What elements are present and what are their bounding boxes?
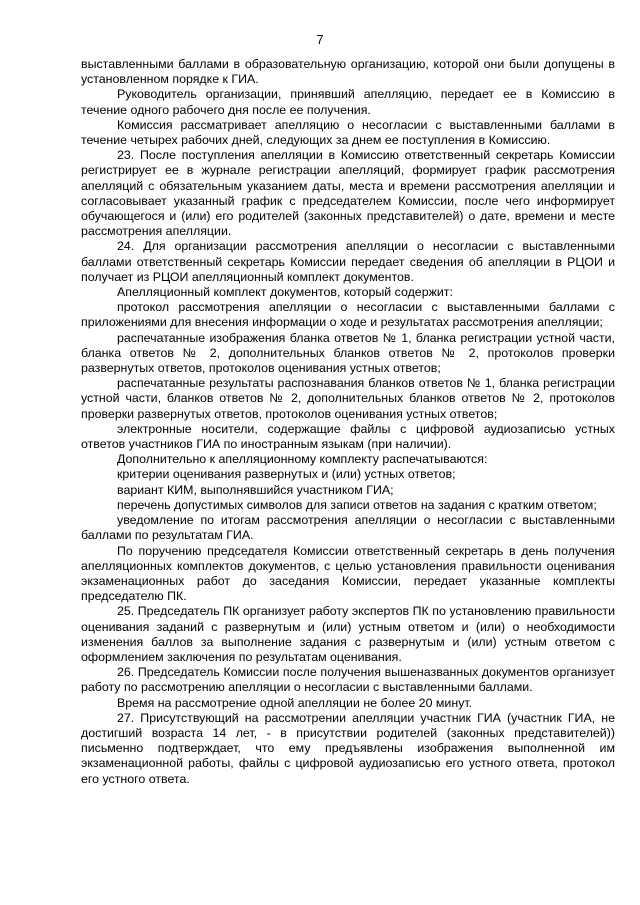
paragraph-item-26: 26. Председатель Комиссии после получения вышеназванных документов организует работу по рассмотрению апелляции о несогласии с выставленными баллами. <box>81 665 615 695</box>
paragraph-item-24: 24. Для организации рассмотрения апелляции о несогласии с выставленными баллами ответственный секретарь Комиссии передает сведения об апелляции в РЦОИ и получает из РЦОИ апелляционный комплект документов. <box>81 239 615 284</box>
list-item-protocol: протокол рассмотрения апелляции о несогласии с выставленными баллами с приложениями для внесения информации о ходе и результатах рассмотрения апелляции; <box>81 300 615 330</box>
paragraph-additional-printouts: Дополнительно к апелляционному комплекту распечатываются: <box>117 452 488 467</box>
paragraph-review-time: Время на рассмотрение одной апелляции не более 20 минут. <box>117 695 473 710</box>
list-item-notification: уведомление по итогам рассмотрения апелляции о несогласии с выставленными баллами по результатам ГИА. <box>81 513 615 543</box>
page-number: 7 <box>316 32 324 47</box>
list-item-printed-images: распечатанные изображения бланка ответов № 1, бланка регистрации устной части, бланка ответов № 2, дополнительных бланков ответов № 2, протоколов проверки развернутых ответов, протоколов оценивания устных ответов; <box>81 330 615 376</box>
paragraph-item-27: 27. Присутствующий на рассмотрении апелляции участник ГИА (участник ГИА, не достигший возраста 14 лет, - в присутствии родителей (законных представителей)) письменно подтверждает, что ему предъявлены изображения выполненной им экзаменационной работы, файлы с цифровой аудиозаписью его устного ответа, протокол его устного ответа. <box>81 710 615 786</box>
paragraph-head-forwarding: Руководитель организации, принявший апелляцию, передает ее в Комиссию в течение одного рабочего дня после ее получения. <box>81 87 615 117</box>
paragraph-item-23: 23. После поступления апелляции в Комиссию ответственный секретарь Комиссии регистрирует ее в журнале регистрации апелляций, формирует график рассмотрения апелляций с обязательным указанием даты, места и времени рассмотрения апелляции и согласовывает указанный график с председателем Комиссии, после чего информирует обучающегося и (или) его родителей (законных представителей) о дате, времени и месте рассмотрения апелляции. <box>81 148 615 239</box>
document-body <box>81 57 615 787</box>
paragraph-commission-review-period: Комиссия рассматривает апелляцию о несогласии с выставленными баллами в течение четырех рабочих дней, следующих за днем ее поступления в Комиссию. <box>81 117 615 148</box>
list-item-allowed-symbols: перечень допустимых символов для записи ответов на задания с кратким ответом; <box>117 497 597 512</box>
paragraph-chairman-instruction: По поручению председателя Комиссии ответственный секретарь в день получения апелляционных комплектов документов, с целью установления правильности оценивания экзаменационных работ до заседания Комиссии, передает указанные комплекты председателю ПК. <box>81 543 615 604</box>
paragraph-continuation: выставленными баллами в образовательную организацию, которой они были допущены в установленном порядке к ГИА. <box>81 57 615 87</box>
paragraph-item-25: 25. Председатель ПК организует работу экспертов ПК по установлению правильности оценивания заданий с развернутым и (или) устным ответом и (или) о необходимости изменения баллов за выполнение задания с развернутым и (или) устным ответом с оформлением заключения по результатам оценивания. <box>81 604 615 664</box>
list-item-recognition-results: распечатанные результаты распознавания бланков ответов № 1, бланка регистрации устной части, бланков ответов № 2, дополнительных бланков ответов № 2, протоколов проверки развернутых ответов, протоколов оценивания устных ответов; <box>81 376 615 421</box>
list-item-kim-variant: вариант КИМ, выполнявшийся участником ГИА; <box>117 482 394 497</box>
paragraph-appeal-kit-intro: Апелляционный комплект документов, который содержит: <box>117 285 453 300</box>
list-item-criteria: критерии оценивания развернутых и (или) устных ответов; <box>117 467 456 482</box>
list-item-electronic-media: электронные носители, содержащие файлы с цифровой аудиозаписью устных ответов участников ГИА по иностранным языкам (при наличии). <box>81 421 615 452</box>
